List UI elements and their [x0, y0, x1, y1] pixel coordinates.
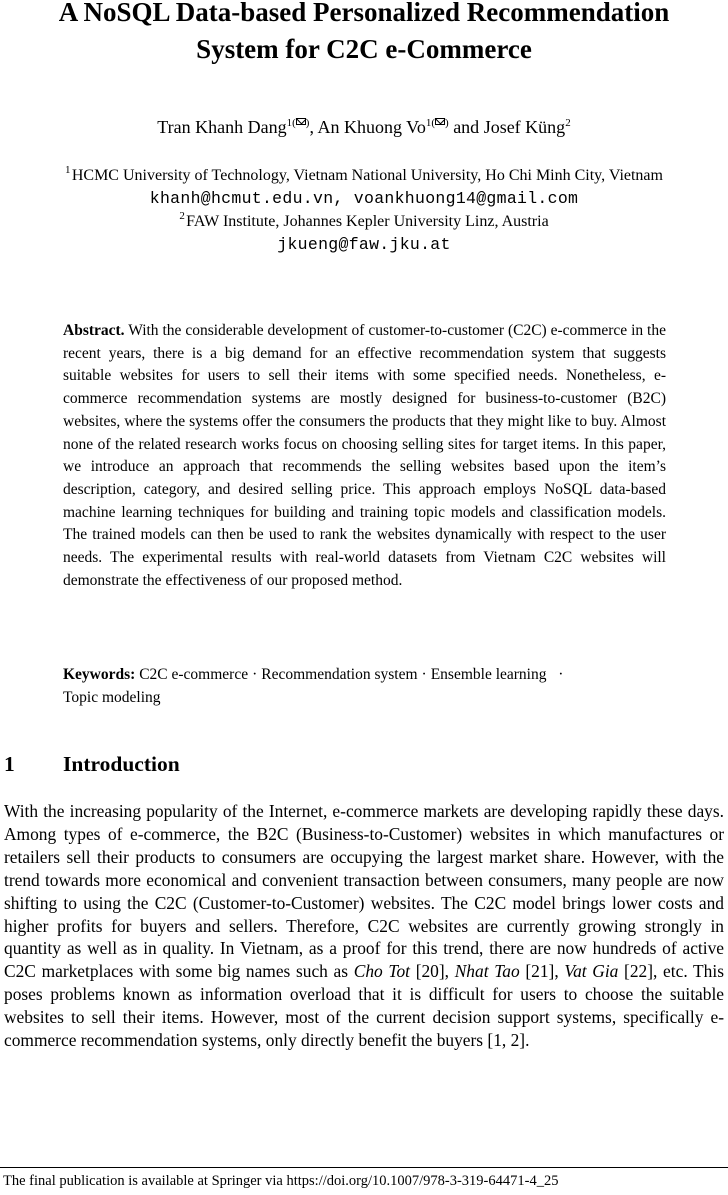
keyword: Recommendation system — [261, 666, 418, 683]
author-3-name: Josef Küng — [483, 117, 566, 137]
keyword-separator: · — [558, 666, 564, 683]
author-2-name: An Khuong Vo — [317, 117, 426, 137]
affiliation-1 — [0, 164, 728, 187]
paper-title-line-1: A NoSQL Data-based Personalized Recommendation — [58, 0, 670, 27]
affiliations — [0, 164, 728, 256]
author-2-superscript: 1( ) — [425, 117, 449, 129]
affiliation-1-number: 1 — [65, 164, 71, 176]
body-text-part-1: With the increasing popularity of the Internet, e-commerce markets are developing rapidly these days. Among types of e-commerce, the B2C (Business-to-Customer) websites in which manufactures or retailers sell their products to consumers are occupying the largest market share. However, with the trend towards more economical and convenient transaction between consumers, many people are now shifting to using the C2C (Customer-to-Customer) websites. The C2C model brings lower costs and higher profits for buyers and sellers. Therefore, C2C websites are currently growing strongly in quantity as well as in quality. In Vietnam, as a proof for this trend, there are now hundreds of active C2C marketplaces with some big names such as — [4, 801, 724, 982]
footer-note: The final publication is available at Springer via https://doi.org/10.1007/978-3-319-64471-4_25 — [3, 1173, 559, 1189]
keywords-label: Keywords: — [63, 666, 136, 683]
author-3-superscript: 2 — [565, 117, 571, 129]
section-number: 1 — [4, 752, 15, 776]
author-separator: and — [448, 117, 484, 137]
author-separator: , — [309, 117, 318, 137]
envelope-icon — [296, 118, 306, 125]
site-name-cho-tot: Cho Tot — [353, 961, 411, 982]
site-name-nhat-tao: Nhat Tao — [454, 961, 520, 982]
envelope-icon — [435, 118, 445, 125]
keywords — [63, 664, 666, 709]
keyword-separator: · — [421, 666, 427, 683]
affiliation-1-emails: khanh@hcmut.edu.vn, voankhuong14@gmail.com — [149, 189, 579, 208]
paper-title-line-2: System for C2C e-Commerce — [196, 34, 532, 64]
affiliation-2-number: 2 — [179, 210, 185, 222]
author-1-name: Tran Khanh Dang — [157, 117, 287, 137]
keyword-separator: · — [252, 666, 258, 683]
affiliation-2 — [0, 210, 728, 233]
keyword: C2C e-commerce — [139, 666, 249, 683]
section-title: Introduction — [63, 752, 180, 776]
citation: [21], — [519, 961, 565, 982]
affiliation-2-text: FAW Institute, Johannes Kepler University Linz, Austria — [186, 213, 549, 230]
affiliation-2-emails: jkueng@faw.jku.at — [277, 235, 451, 254]
paper-title — [0, 0, 728, 68]
affiliation-1-text: HCMC University of Technology, Vietnam National University, Ho Chi Minh City, Vietnam — [71, 167, 663, 184]
site-name-vat-gia: Vat Gia — [564, 961, 619, 982]
author-list — [0, 116, 728, 138]
author-1-superscript: 1( ) — [286, 117, 310, 129]
footer-divider — [0, 1167, 728, 1168]
keyword: Topic modeling — [63, 688, 161, 706]
introduction-paragraph — [4, 800, 724, 1052]
body-text-part-2: [22], etc. This poses problems known as information overload that it is difficult for users to choose the suitable websites to sell their items. However, most of the current decision support systems, specifically e-commerce recommendation systems, only directly benefit the buyers [1, 2]. — [4, 961, 724, 1051]
section-heading-introduction — [4, 750, 180, 778]
abstract — [63, 320, 666, 592]
abstract-label: Abstract. — [63, 322, 125, 339]
abstract-text: With the considerable development of customer-to-customer (C2C) e-commerce in the recent years, there is a big demand for an effective recommendation system that suggests suitable websites for users to sell their items with some specified needs. Nonetheless, e-commerce recommendation systems are mostly designed for business-to-customer (B2C) websites, where the systems offer the consumers the products that they might like to buy. Almost none of the related research works focus on choosing selling sites for target items. In this paper, we introduce an approach that recommends the selling websites based upon the item’s description, category, and desired selling price. This approach employs NoSQL data-based machine learning techniques for building and training topic models and classification models. The trained models can then be used to rank the websites dynamically with respect to the user needs. The experimental results with real-world datasets from Vietnam C2C websites will demonstrate the effectiveness of our proposed method. — [63, 322, 666, 589]
citation: [20], — [410, 961, 455, 982]
keyword: Ensemble learning — [430, 666, 547, 683]
